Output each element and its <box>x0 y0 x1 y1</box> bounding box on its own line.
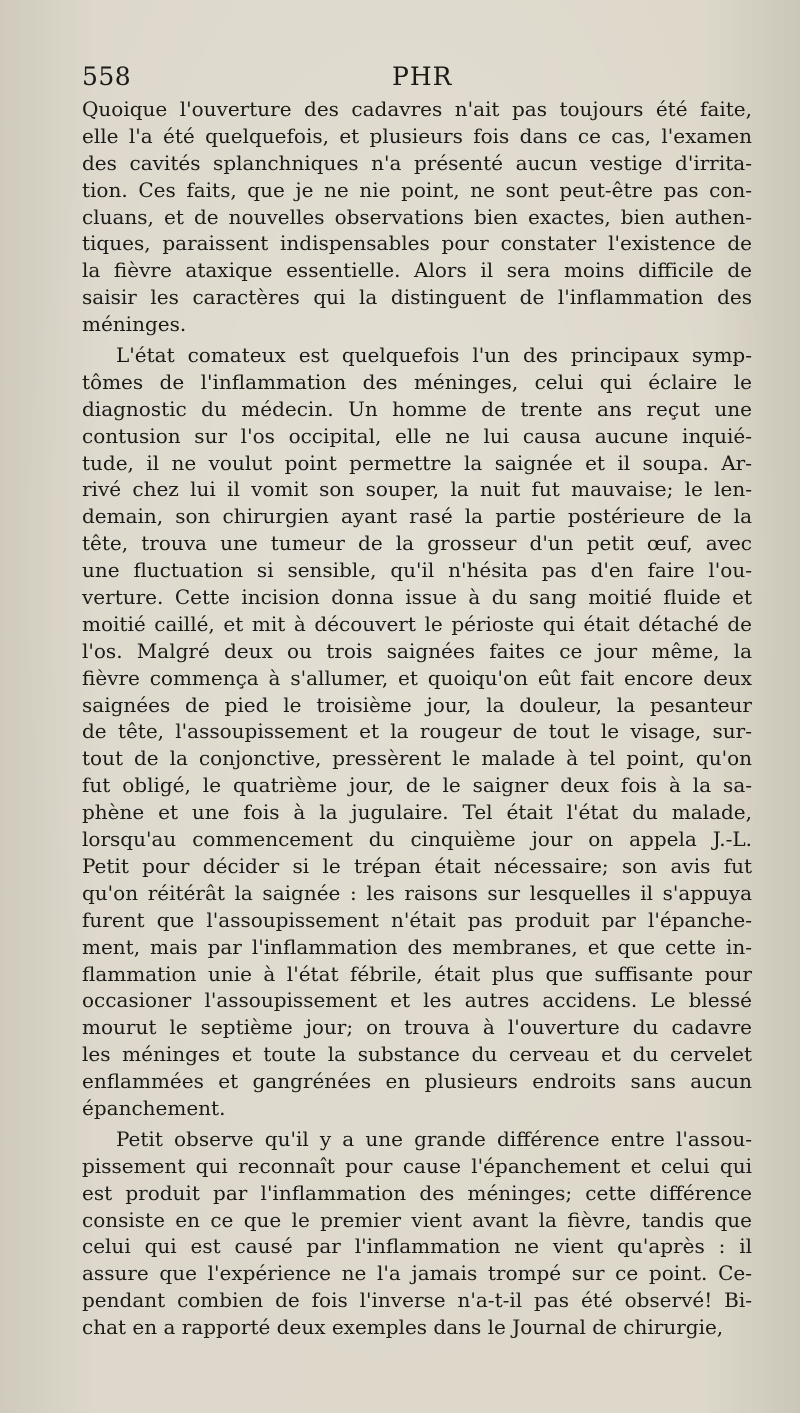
text-line: rivé chez lui il vomit son souper, la nuit fut mauvaise; le len- <box>82 477 752 502</box>
text-line: flammation unie à l'état fébrile, était plus que suffisante pour <box>82 961 752 986</box>
text-line: fut obligé, le quatrième jour, de le saigner deux fois à la sa- <box>82 773 752 798</box>
running-head: PHR <box>392 62 453 91</box>
text-line: Quoique l'ouverture des cadavres n'ait pas toujours été faite, <box>82 97 752 121</box>
text-line: diagnostic du médecin. Un homme de trente ans reçut une <box>82 396 752 421</box>
text-line: de tête, l'assoupissement et la rougeur de tout le visage, sur- <box>82 719 752 744</box>
text-line: est produit par l'inflammation des méninges; cette différence <box>82 1180 752 1205</box>
text-line: tion. Ces faits, que je ne nie point, ne sont peut-être pas con- <box>82 177 752 202</box>
text-line: demain, son chirurgien ayant rasé la partie postérieure de la <box>82 504 752 529</box>
text-line: méninges. <box>82 312 187 337</box>
text-line: une fluctuation si sensible, qu'il n'hésita pas d'en faire l'ou- <box>82 558 752 583</box>
text-line: chat en a rapporté deux exemples dans le Journal de chirurgie, <box>82 1315 724 1340</box>
text-line: fièvre commença à s'allumer, et quoiqu'on eût fait encore deux <box>82 665 752 690</box>
text-line: phène et une fois à la jugulaire. Tel était l'état du malade, <box>82 800 752 825</box>
text-line: tout de la conjonctive, pressèrent le malade à tel point, qu'on <box>82 746 752 771</box>
page-header <box>82 62 752 96</box>
text-line: celui qui est causé par l'inflammation ne vient qu'après : il <box>82 1234 752 1259</box>
text-line: Petit pour décider si le trépan était nécessaire; son avis fut <box>82 853 752 878</box>
text-line: moitié caillé, et mit à découvert le périoste qui était détaché de <box>82 611 752 636</box>
text-line: qu'on réitérât la saignée : les raisons sur lesquelles il s'appuya <box>82 880 752 905</box>
paragraph <box>82 342 752 1122</box>
text-line: saisir les caractères qui la distinguent de l'inflammation des <box>82 285 752 310</box>
text-line: ment, mais par l'inflammation des membranes, et que cette in- <box>82 934 752 959</box>
text-line: elle l'a été quelquefois, et plusieurs fois dans ce cas, l'examen <box>82 123 752 148</box>
text-line: consiste en ce que le premier vient avant la fièvre, tandis que <box>82 1207 752 1232</box>
text-line: Petit observe qu'il y a une grande différence entre l'assou- <box>116 1126 752 1151</box>
text-line: des cavités splanchniques n'a présenté aucun vestige d'irrita- <box>82 150 752 175</box>
text-line: épanchement. <box>82 1095 226 1120</box>
text-line: tude, il ne voulut point permettre la saignée et il soupa. Ar- <box>82 450 752 475</box>
text-line: occasioner l'assoupissement et les autres accidens. Le blessé <box>82 988 752 1013</box>
text-line: la fièvre ataxique essentielle. Alors il sera moins difficile de <box>82 258 752 283</box>
text-line: saignées de pied le troisième jour, la douleur, la pesanteur <box>82 692 752 717</box>
text-line: tête, trouva une tumeur de la grosseur d'un petit œuf, avec <box>82 531 752 556</box>
paragraph <box>82 1126 752 1341</box>
text-line: verture. Cette incision donna issue à du sang moitié fluide et <box>82 585 752 610</box>
body-text <box>82 96 752 1341</box>
page-number: 558 <box>82 62 132 91</box>
text-line: enflammées et gangrénées en plusieurs endroits sans aucun <box>82 1069 752 1094</box>
text-line: L'état comateux est quelquefois l'un des principaux symp- <box>116 343 752 368</box>
text-line: lorsqu'au commencement du cinquième jour on appela J.-L. <box>82 827 752 852</box>
text-line: pissement qui reconnaît pour cause l'épanchement et celui qui <box>82 1153 752 1178</box>
paragraph <box>82 96 752 338</box>
text-line: l'os. Malgré deux ou trois saignées faites ce jour même, la <box>82 638 752 663</box>
text-line: tiques, paraissent indispensables pour constater l'existence de <box>82 231 752 256</box>
text-line: mourut le septième jour; on trouva à l'ouverture du cadavre <box>82 1015 752 1040</box>
text-line: contusion sur l'os occipital, elle ne lui causa aucune inquié- <box>82 423 752 448</box>
text-line: pendant combien de fois l'inverse n'a-t-il pas été observé! Bi- <box>82 1288 752 1313</box>
text-line: les méninges et toute la substance du cerveau et du cervelet <box>82 1042 752 1067</box>
text-line: furent que l'assoupissement n'était pas produit par l'épanche- <box>82 907 752 932</box>
text-line: cluans, et de nouvelles observations bien exactes, bien authen- <box>82 204 752 229</box>
text-line: tômes de l'inflammation des méninges, celui qui éclaire le <box>82 369 752 394</box>
text-line: assure que l'expérience ne l'a jamais trompé sur ce point. Ce- <box>82 1261 752 1286</box>
